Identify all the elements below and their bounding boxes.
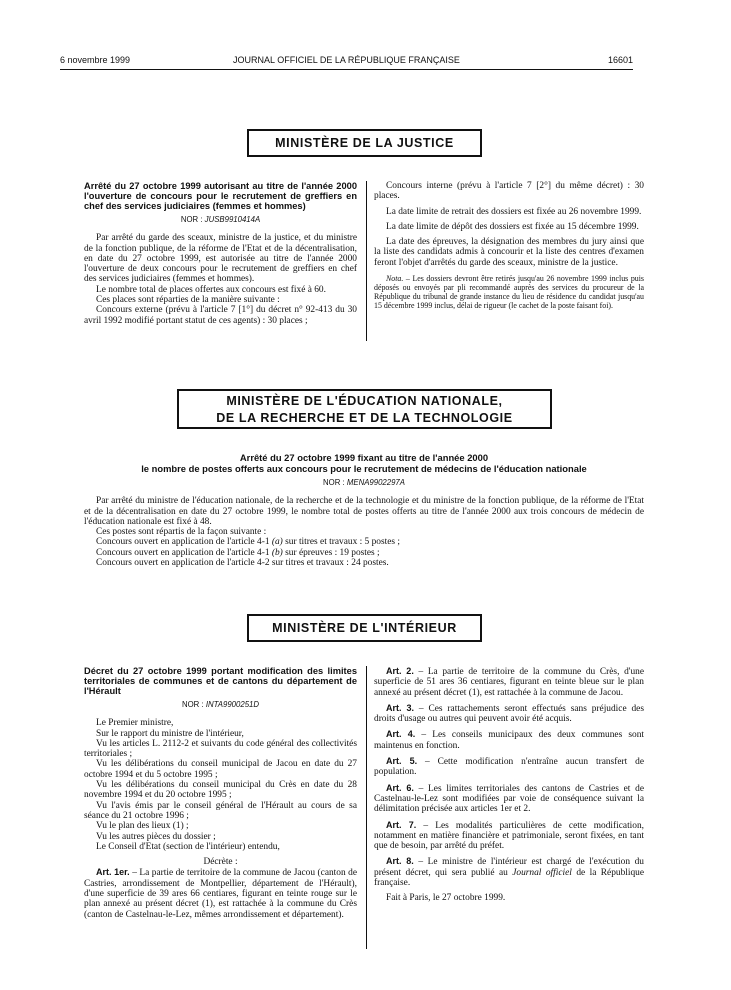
education-line: Concours ouvert en application de l'article 4-1 (a) sur titres et travaux : 5 postes ; <box>96 537 400 548</box>
nor-code: MENA9902297A <box>346 478 405 487</box>
decrete-heading: Décrète : <box>203 857 238 868</box>
article-label: Art. 3. <box>386 702 415 713</box>
article-8: Art. 8. – Le ministre de l'intérieur est chargé de l'exécution du présent décret, qui sera publié au Journal officiel de la République française. <box>374 856 645 889</box>
note-text: – Les dossiers devront être retirés jusqu'au 26 novembre 1999 inclus puis déposés ou envoyés par pli recommandé auprès des services du procureur de la République du tribunal de grande instance du lieu de résidence du candidat jusqu'au 15 décembre 1999 inclus, délai de rigueur (le cachet de la poste faisant foi). <box>374 274 644 311</box>
justice-note <box>374 274 644 310</box>
article-label: Art. 8. <box>386 856 414 867</box>
nor-code: JUSB9910414A <box>204 215 261 224</box>
interior-paragraph: Le Conseil d'Etat (section de l'intérieur) entendu, <box>96 841 280 852</box>
article-label: Art. 1er. <box>96 867 130 878</box>
justice-left-column <box>84 181 357 326</box>
interior-left-column <box>84 666 357 920</box>
interior-right-column <box>374 666 644 904</box>
running-header <box>60 55 633 67</box>
education-paragraph: Ces postes sont répartis de la façon suivante : <box>96 527 267 538</box>
interior-nor <box>84 700 357 710</box>
journal-title: JOURNAL OFFICIEL DE LA RÉPUBLIQUE FRANÇAISE <box>233 55 460 65</box>
interior-article-title: Décret du 27 octobre 1999 portant modification des limites territoriales de communes et de cantons du département de l'Hérault <box>84 666 357 696</box>
interior-paragraph: Vu l'avis émis par le conseil général de l'Hérault au cours de sa séance du 21 octobre 1996 ; <box>84 800 357 821</box>
nor-label: NOR : <box>181 700 204 709</box>
justice-paragraph: Le nombre total de places offertes aux concours est fixé à 60. <box>96 284 326 295</box>
nor-code: INTA9900251D <box>205 700 259 709</box>
education-article <box>84 453 644 568</box>
justice-paragraph: Ces places sont réparties de la manière suivante : <box>96 295 280 306</box>
ministry-education-heading <box>177 389 552 429</box>
column-divider <box>366 666 367 949</box>
ministry-interior-heading: MINISTÈRE DE L'INTÉRIEUR <box>247 614 482 642</box>
ministry-justice-heading: MINISTÈRE DE LA JUSTICE <box>247 129 482 157</box>
justice-paragraph: Concours interne (prévu à l'article 7 [2°] du même décret) : 30 places. <box>374 181 644 202</box>
header-rule <box>60 69 633 70</box>
justice-nor <box>84 215 357 225</box>
justice-article-title: Arrêté du 27 octobre 1999 autorisant au titre de l'année 2000 l'ouverture de concours pour le recrutement de greffiers en chef des services judiciaires (femmes et hommes) <box>84 181 357 211</box>
justice-right-column <box>374 181 644 310</box>
interior-paragraph: Vu les délibérations du conseil municipal de Jacou en date du 27 octobre 1994 et du 5 octobre 1995 ; <box>84 759 357 780</box>
article-1: Art. 1er. – La partie de territoire de la commune de Jacou (canton de Castries, arrondissement de Montpellier, département de l'Hérault), d'une superficie de 39 ares 66 centiares, figurant en teinte rouge sur le plan annexé au présent décret (1), est rattachée à la commune du Crès (canton de Castelnau-le-Lez, mêmes arrondissement et département). <box>84 867 357 920</box>
interior-paragraph: Vu les délibérations du conseil municipal du Crès en date du 28 novembre 1994 et du 20 octobre 1995 ; <box>84 780 357 801</box>
article-label: Art. 5. <box>386 756 418 767</box>
justice-paragraph: Par arrêté du garde des sceaux, ministre de la justice, et du ministre de la fonction publique, de la réforme de l'Etat et de la décentralisation, en date du 27 octobre 1999, est autorisée au titre de l'année 2000 l'ouverture de deux concours pour le recrutement de greffiers en chef des services judiciaires (femmes et hommes). <box>84 233 357 285</box>
issue-date: 6 novembre 1999 <box>60 55 131 65</box>
article: Art. 3. – Ces rattachements seront effectués sans préjudice des droits d'usage ou autres qui peuvent avoir été acquis. <box>374 702 644 725</box>
justice-paragraph: La date des épreuves, la désignation des membres du jury ainsi que la liste des candidats admis à concourir et la liste des centres d'examen feront l'objet d'arrêtés du garde des sceaux, ministre de la justice. <box>374 237 644 268</box>
article-label: Art. 2. <box>386 666 414 676</box>
article: Art. 2. – La partie de territoire de la commune du Crès, d'une superficie de 51 ares 36 centiares, figurant en teinte bleue sur le plan annexé au présent décret (1), est rattachée à la commune de Jacou. <box>374 666 644 698</box>
article-label: Art. 6. <box>386 782 414 793</box>
article: Art. 6. – Les limites territoriales des cantons de Castries et de Castelnau-le-Lez sont modifiées par voie de conséquence suivant la délimitation précisée aux articles 1er et 2. <box>374 782 644 815</box>
education-line: Concours ouvert en application de l'article 4-2 sur titres et travaux : 24 postes. <box>96 558 389 569</box>
article: Art. 5. – Cette modification n'entraîne aucun transfert de population. <box>374 756 644 778</box>
nor-label: NOR : <box>323 478 345 487</box>
nor-label: NOR : <box>180 215 203 224</box>
page-number: 16601 <box>607 55 633 65</box>
interior-paragraph: Le Premier ministre, <box>96 718 174 729</box>
interior-paragraph: Vu les autres pièces du dossier ; <box>96 831 216 842</box>
education-paragraph: Par arrêté du ministre de l'éducation nationale, de la recherche et de la technologie et du ministre de la fonction publique, de la réforme de l'Etat et de la décentralisation en date du 27 octobre 1999, le nombre total de postes offerts au titre de l'année 2000 aux trois concours de médecin de l'éducation nationale est fixé à 48. <box>84 496 644 527</box>
column-divider <box>366 181 367 341</box>
interior-paragraph: Vu le plan des lieux (1) ; <box>96 821 189 832</box>
article: Art. 4. – Les conseils municipaux des deux communes sont maintenus en fonction. <box>374 729 644 751</box>
education-nor <box>84 478 644 488</box>
article-label: Art. 4. <box>386 729 416 740</box>
note-label: Nota. <box>386 274 404 284</box>
ministry-line: MINISTÈRE DE L'ÉDUCATION NATIONALE, <box>226 394 503 408</box>
interior-paragraph: Vu les articles L. 2112-2 et suivants du code général des collectivités territoriales ; <box>84 738 357 760</box>
article-label: Art. 7. <box>386 819 417 830</box>
education-title-line: le nombre de postes offerts aux concours pour le recrutement de médecins de l'éducation nationale <box>141 462 587 474</box>
signature-line: Fait à Paris, le 27 octobre 1999. <box>386 893 506 904</box>
justice-paragraph: La date limite de retrait des dossiers est fixée au 26 novembre 1999. <box>386 206 642 217</box>
interior-paragraph: Sur le rapport du ministre de l'intérieur, <box>96 728 244 739</box>
ministry-line: DE LA RECHERCHE ET DE LA TECHNOLOGIE <box>216 411 513 425</box>
education-line: Concours ouvert en application de l'article 4-1 (b) sur épreuves : 19 postes ; <box>96 547 380 558</box>
justice-paragraph: Concours externe (prévu à l'article 7 [1°] du décret n° 92-413 du 30 avril 1992 modifié portant statut de ces agents) : 30 places ; <box>84 305 357 326</box>
justice-paragraph: La date limite de dépôt des dossiers est fixée au 15 décembre 1999. <box>386 221 639 232</box>
article: Art. 7. – Les modalités particulières de cette modification, notamment en matière financière et patrimoniale, seront fixées, en tant que de besoin, par arrêté du préfet. <box>374 819 644 852</box>
education-title-line: Arrêté du 27 octobre 1999 fixant au titre de l'année 2000 <box>239 452 489 463</box>
